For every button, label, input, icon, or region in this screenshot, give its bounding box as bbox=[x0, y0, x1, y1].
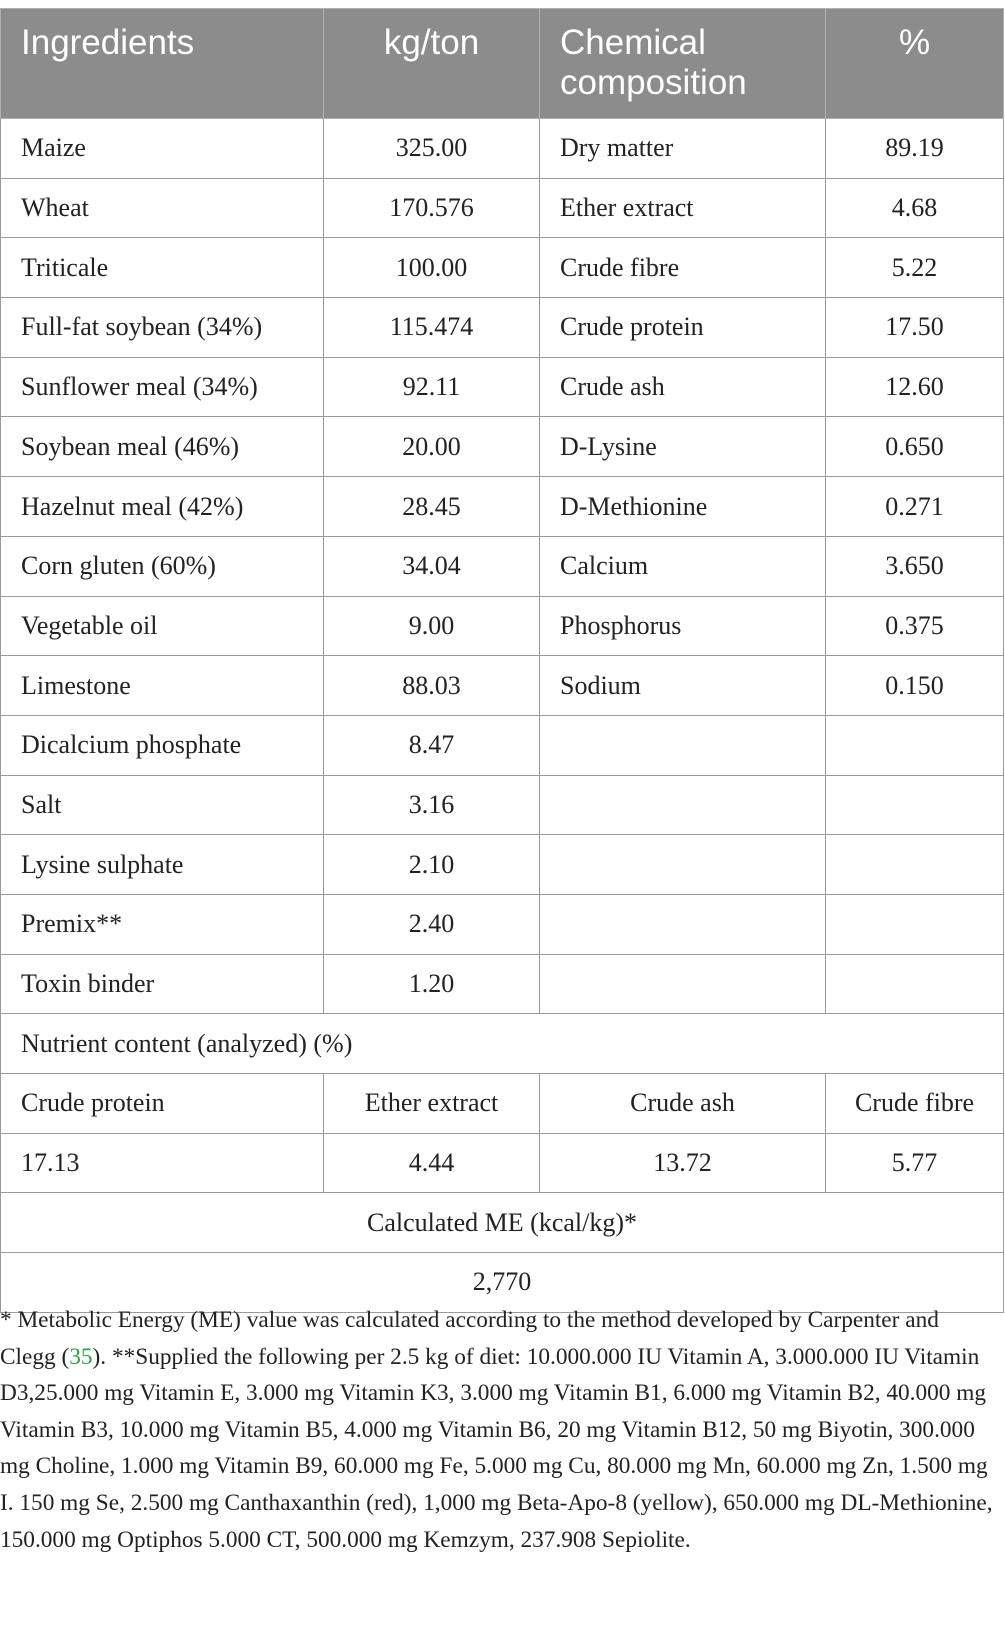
percent-cell: 4.68 bbox=[826, 178, 1004, 238]
table-row bbox=[1, 894, 1004, 954]
percent-cell: 5.22 bbox=[826, 238, 1004, 298]
me-label: Calculated ME (kcal/kg)* bbox=[1, 1193, 1004, 1253]
table-container bbox=[0, 8, 1005, 1313]
ingredient-cell: Soybean meal (46%) bbox=[1, 417, 324, 477]
ingredient-cell: Triticale bbox=[1, 238, 324, 298]
table-row bbox=[1, 238, 1004, 298]
chemical-component-cell: Ether extract bbox=[540, 178, 826, 238]
kg-per-ton-cell: 115.474 bbox=[324, 298, 540, 358]
nutrient-title: Nutrient content (analyzed) (%) bbox=[1, 1014, 1004, 1074]
ingredient-cell: Wheat bbox=[1, 178, 324, 238]
percent-cell: 17.50 bbox=[826, 298, 1004, 358]
me-value: 2,770 bbox=[1, 1253, 1004, 1313]
chemical-component-cell: D-Methionine bbox=[540, 477, 826, 537]
percent-cell: 12.60 bbox=[826, 357, 1004, 417]
table-row bbox=[1, 536, 1004, 596]
nutrient-value-crude-fibre: 5.77 bbox=[826, 1133, 1004, 1193]
header-chemical-composition: Chemical composition bbox=[540, 9, 826, 119]
chemical-component-cell bbox=[540, 894, 826, 954]
ingredient-cell: Limestone bbox=[1, 656, 324, 716]
ingredient-cell: Sunflower meal (34%) bbox=[1, 357, 324, 417]
kg-per-ton-cell: 170.576 bbox=[324, 178, 540, 238]
nutrient-header-ether-extract: Ether extract bbox=[324, 1074, 540, 1134]
kg-per-ton-cell: 88.03 bbox=[324, 656, 540, 716]
percent-cell bbox=[826, 954, 1004, 1014]
chemical-component-cell: Crude fibre bbox=[540, 238, 826, 298]
kg-per-ton-cell: 2.40 bbox=[324, 894, 540, 954]
nutrient-title-row bbox=[1, 1014, 1004, 1074]
chemical-component-cell: Calcium bbox=[540, 536, 826, 596]
header-ingredients: Ingredients bbox=[1, 9, 324, 119]
chemical-component-cell: D-Lysine bbox=[540, 417, 826, 477]
percent-cell bbox=[826, 894, 1004, 954]
table-row bbox=[1, 656, 1004, 716]
table-row bbox=[1, 715, 1004, 775]
table-header-row bbox=[1, 9, 1004, 119]
header-percent: % bbox=[826, 9, 1004, 119]
chemical-component-cell bbox=[540, 835, 826, 895]
table-row bbox=[1, 119, 1004, 179]
nutrient-header-crude-protein: Crude protein bbox=[1, 1074, 324, 1134]
chemical-component-cell: Crude ash bbox=[540, 357, 826, 417]
ingredient-cell: Corn gluten (60%) bbox=[1, 536, 324, 596]
chemical-component-cell: Phosphorus bbox=[540, 596, 826, 656]
percent-cell: 0.650 bbox=[826, 417, 1004, 477]
percent-cell: 0.150 bbox=[826, 656, 1004, 716]
table-row bbox=[1, 298, 1004, 358]
reference-link[interactable]: 35 bbox=[69, 1343, 93, 1370]
kg-per-ton-cell: 3.16 bbox=[324, 775, 540, 835]
kg-per-ton-cell: 1.20 bbox=[324, 954, 540, 1014]
chemical-component-cell bbox=[540, 954, 826, 1014]
ingredient-cell: Dicalcium phosphate bbox=[1, 715, 324, 775]
nutrient-value-crude-protein: 17.13 bbox=[1, 1133, 324, 1193]
table-row bbox=[1, 417, 1004, 477]
nutrient-header-crude-fibre: Crude fibre bbox=[826, 1074, 1004, 1134]
ingredient-cell: Full-fat soybean (34%) bbox=[1, 298, 324, 358]
kg-per-ton-cell: 20.00 bbox=[324, 417, 540, 477]
nutrient-value-row bbox=[1, 1133, 1004, 1193]
diet-composition-table bbox=[0, 8, 1004, 1313]
kg-per-ton-cell: 28.45 bbox=[324, 477, 540, 537]
nutrient-value-ether-extract: 4.44 bbox=[324, 1133, 540, 1193]
table-row bbox=[1, 477, 1004, 537]
ingredient-cell: Hazelnut meal (42%) bbox=[1, 477, 324, 537]
chemical-component-cell: Sodium bbox=[540, 656, 826, 716]
chemical-component-cell bbox=[540, 715, 826, 775]
ingredient-cell: Salt bbox=[1, 775, 324, 835]
table-row bbox=[1, 954, 1004, 1014]
ingredient-cell: Vegetable oil bbox=[1, 596, 324, 656]
table-footnote bbox=[0, 1302, 1000, 1558]
percent-cell: 3.650 bbox=[826, 536, 1004, 596]
table-row bbox=[1, 596, 1004, 656]
me-label-row bbox=[1, 1193, 1004, 1253]
nutrient-header-row bbox=[1, 1074, 1004, 1134]
kg-per-ton-cell: 325.00 bbox=[324, 119, 540, 179]
kg-per-ton-cell: 9.00 bbox=[324, 596, 540, 656]
table-row bbox=[1, 357, 1004, 417]
ingredient-cell: Premix** bbox=[1, 894, 324, 954]
percent-cell: 0.271 bbox=[826, 477, 1004, 537]
footnote-text-1: * Metabolic Energy (ME) value was calculated according to the method developed by Carpenter and Clegg ( bbox=[0, 1307, 939, 1370]
percent-cell bbox=[826, 835, 1004, 895]
header-kg-per-ton: kg/ton bbox=[324, 9, 540, 119]
percent-cell bbox=[826, 715, 1004, 775]
nutrient-value-crude-ash: 13.72 bbox=[540, 1133, 826, 1193]
kg-per-ton-cell: 8.47 bbox=[324, 715, 540, 775]
table-row bbox=[1, 835, 1004, 895]
percent-cell bbox=[826, 775, 1004, 835]
ingredient-cell: Toxin binder bbox=[1, 954, 324, 1014]
footnote-text-2: ). **Supplied the following per 2.5 kg of diet: 10.000.000 IU Vitamin A, 3.000.000 IU Vitamin D3,25.000 mg Vitamin E, 3.000 mg Vitamin K3, 3.000 mg Vitamin B1, 6.000 mg Vitamin B2, 40.000 mg Vitamin B3, 10.000 mg Vitamin B5, 4.000 mg Vitamin B6, 20 mg Vitamin B12, 50 mg Biyotin, 300.000 mg Choline, 1.000 mg Vitamin B9, 60.000 mg Fe, 5.000 mg Cu, 80.000 mg Mn, 60.000 mg Zn, 1.500 mg I. 150 mg Se, 2.500 mg Canthaxanthin (red), 1,000 mg Beta-Apo-8 (yellow), 650.000 mg DL-Methionine, 150.000 mg Optiphos 5.000 CT, 500.000 mg Kemzym, 237.908 Sepiolite. bbox=[0, 1343, 993, 1553]
nutrient-header-crude-ash: Crude ash bbox=[540, 1074, 826, 1134]
ingredient-cell: Lysine sulphate bbox=[1, 835, 324, 895]
kg-per-ton-cell: 92.11 bbox=[324, 357, 540, 417]
percent-cell: 89.19 bbox=[826, 119, 1004, 179]
table-row bbox=[1, 178, 1004, 238]
chemical-component-cell bbox=[540, 775, 826, 835]
chemical-component-cell: Crude protein bbox=[540, 298, 826, 358]
percent-cell: 0.375 bbox=[826, 596, 1004, 656]
chemical-component-cell: Dry matter bbox=[540, 119, 826, 179]
kg-per-ton-cell: 100.00 bbox=[324, 238, 540, 298]
ingredient-cell: Maize bbox=[1, 119, 324, 179]
kg-per-ton-cell: 34.04 bbox=[324, 536, 540, 596]
kg-per-ton-cell: 2.10 bbox=[324, 835, 540, 895]
table-row bbox=[1, 775, 1004, 835]
